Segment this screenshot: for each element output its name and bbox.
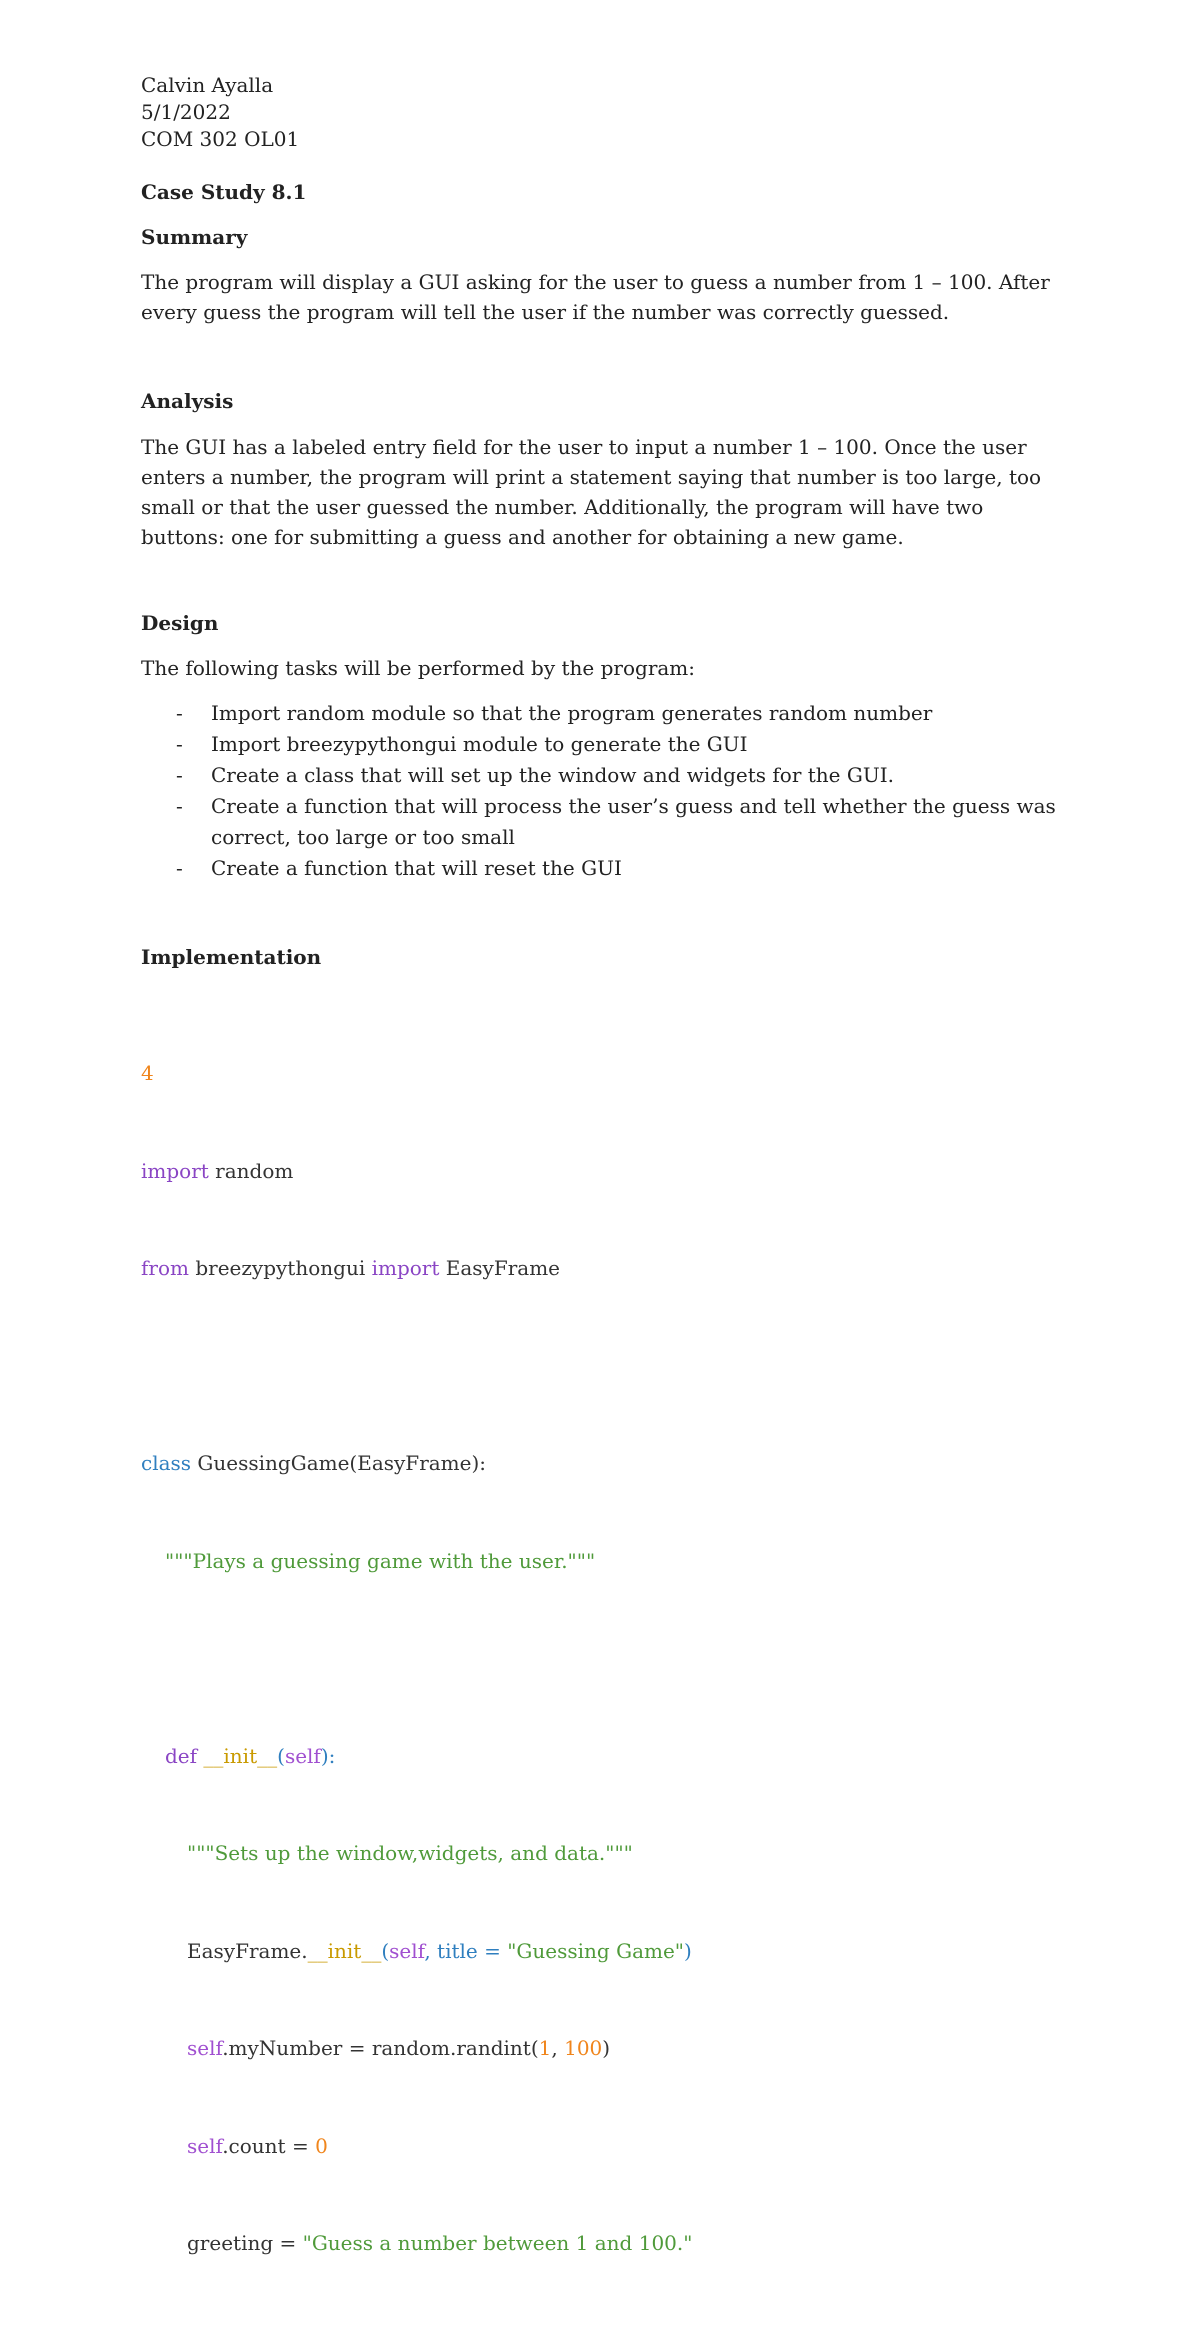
design-task-list: [141, 698, 1071, 884]
code-line: self.myNumber = random.randint(1, 100): [187, 2036, 611, 2060]
list-item: - Create a class that will set up the window and widgets for the GUI.: [141, 760, 1071, 791]
analysis-heading: Analysis: [141, 389, 234, 413]
author-name: Calvin Ayalla: [141, 73, 274, 97]
code-line: self.count = 0: [187, 2133, 328, 2158]
bullet-marker: -: [176, 701, 183, 725]
analysis-text: The GUI has a labeled entry field for the user to input a number 1 – 100. Once the user enters a number, the program will print a statement saying that number is too large, too small or that the user guessed the number. Additionally, the program will have two buttons: one for submitting a guess and another for obtaining a new game.: [141, 435, 1042, 549]
code-block: [141, 992, 692, 2325]
code-line: EasyFrame.__init__(self, title = "Guessing Game"): [187, 1938, 692, 1963]
code-line: """Sets up the window,widgets, and data.""": [187, 1841, 633, 1865]
list-item: - Import random module so that the program generates random number: [141, 698, 1071, 729]
course-code: COM 302 OL01: [141, 127, 300, 151]
design-heading: Design: [141, 611, 219, 635]
bullet-marker: -: [176, 732, 183, 756]
code-line: greeting = "Guess a number between 1 and 100.": [187, 2231, 693, 2255]
bullet-marker: -: [176, 763, 183, 787]
code-line: """Plays a guessing game with the user.""": [165, 1548, 596, 1573]
code-line: from breezypythongui import EasyFrame: [141, 1256, 560, 1280]
code-line-blank: [141, 1642, 692, 1675]
document-date: 5/1/2022: [141, 100, 231, 124]
code-line: 4: [141, 1061, 154, 1085]
list-item: - Create a function that will reset the GUI: [141, 853, 1071, 884]
bullet-marker: -: [176, 856, 183, 880]
document-title: Case Study 8.1: [141, 180, 307, 204]
bullet-marker: -: [176, 794, 183, 818]
code-line-blank: [141, 1350, 692, 1383]
code-line: class GuessingGame(EasyFrame):: [141, 1451, 487, 1475]
code-line: def __init__(self):: [165, 1743, 336, 1768]
summary-text: The program will display a GUI asking for the user to guess a number from 1 – 100. After every guess the program will tell the user if the number was correctly guessed.: [141, 270, 1050, 324]
list-item: - Create a function that will process the user’s guess and tell whether the guess was correct, too large or too small: [141, 791, 1071, 853]
code-line: import random: [141, 1158, 294, 1183]
design-intro: The following tasks will be performed by the program:: [141, 656, 696, 680]
list-item: - Import breezypythongui module to generate the GUI: [141, 729, 1071, 760]
implementation-heading: Implementation: [141, 945, 322, 969]
summary-heading: Summary: [141, 225, 248, 249]
